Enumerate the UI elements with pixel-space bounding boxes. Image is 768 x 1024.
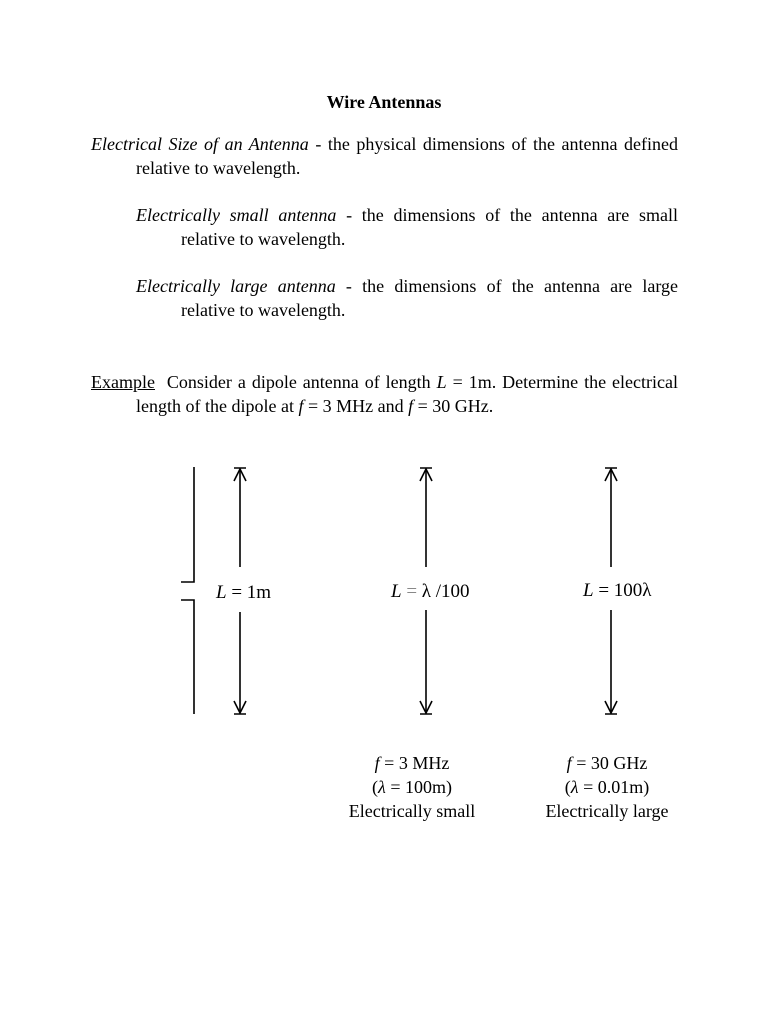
length-label-3: L = 100λ — [583, 580, 652, 601]
definition-term: Electrical Size of an Antenna — [91, 134, 309, 154]
example-text-1: Consider a dipole antenna of length — [166, 372, 437, 392]
length-label-2: L = λ /100 — [391, 581, 470, 602]
caption-small-description: Electrically small — [348, 801, 476, 821]
example-text-4: = 30 GHz. — [413, 396, 494, 416]
example-var-f2: f — [408, 396, 414, 416]
caption-large — [517, 751, 697, 823]
example-text-3: = 3 MHz and — [303, 396, 409, 416]
example-var-l: L — [436, 372, 447, 392]
dipole-symbol — [181, 467, 194, 714]
definition-text: - the physical dimensions of the antenna defined relative to wavelength. — [136, 134, 678, 178]
example-label: Example — [91, 372, 155, 392]
page-title: Wire Antennas — [326, 92, 442, 112]
caption-large-description: Electrically large — [545, 801, 669, 821]
caption-large-wavelength: (λ = 0.01m) — [564, 777, 650, 797]
length-label-1: L = 1m — [216, 582, 272, 603]
large-antenna-text: - the dimensions of the antenna are large relative to wavelength. — [181, 276, 679, 320]
example-var-f1: f — [298, 396, 304, 416]
small-antenna-term: Electrically small antenna — [136, 205, 337, 225]
caption-small-frequency: f = 3 MHz — [374, 753, 450, 773]
large-antenna-term: Electrically large antenna — [136, 276, 336, 296]
caption-small — [322, 751, 502, 823]
small-antenna-text: - the dimensions of the antenna are small relative to wavelength. — [181, 205, 678, 249]
caption-large-frequency: f = 30 GHz — [566, 753, 648, 773]
example-text-2: = 1m. Determine the electrical length of the dipole at — [136, 372, 678, 416]
caption-small-wavelength: (λ = 100m) — [372, 777, 452, 797]
